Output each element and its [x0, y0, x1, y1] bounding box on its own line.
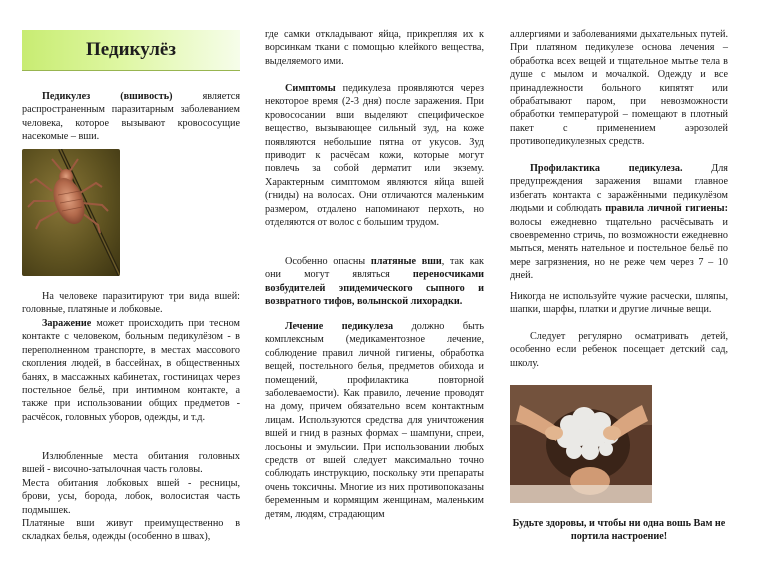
- column-1: [22, 0, 240, 570]
- term-treatment: Лечение педикулеза: [285, 321, 394, 332]
- term-prevention: Профилактика педикулеза.: [530, 163, 683, 174]
- term-pediculosis: Педикулез (вшивость): [42, 91, 173, 102]
- symptoms-text: педикулеза проявляются через некоторое время (2-3 дня) после заражения. При кровососании вши выделяют специфическое вещество, вызывающее сильный зуд, на коже появляются небольшие пятна от укусов. Зуд приводит к расчёсам кожи, которые могут повлечь за собой дерматит или экзему. Характерным симптомом являются яйца вшей (гниды) на волосах. Они отличаются маленьким размером, отдалено напоминают перхоть, но отделяются от волос с большим трудом.: [265, 83, 484, 229]
- term-hygiene: правила личной гигиены:: [605, 203, 728, 215]
- intro-text: является распространенным паразитарным заболеванием человека, которое вызывают кровососущие насекомые – вши.: [22, 91, 240, 143]
- symptoms-paragraph: [265, 82, 484, 229]
- closing-wish: Будьте здоровы, и чтобы ни одна вошь Вам не портила настроение!: [512, 518, 726, 543]
- title-divider: [22, 70, 240, 71]
- page-title: Педикулёз: [86, 39, 176, 60]
- body-lice-eggs-text: где самки откладывают яйца, прикрепляя их к ворсинкам ткани с помощью клейкого вещества, выделяемого ими.: [265, 29, 484, 67]
- term-infection: Заражение: [42, 318, 92, 329]
- personal-items-warning: Никогда не используйте чужие расчески, шляпы, шапки, шарфы, платки и другие личные вещи.: [510, 291, 728, 316]
- head-lice-habitat: Излюбленные места обитания головных вшей - височно-затылочная часть головы.: [22, 451, 240, 476]
- column-2: [265, 0, 484, 570]
- hair-washing-photo: [510, 385, 652, 503]
- three-types-paragraph: На человеке паразитируют три вида вшей: головные, платяные и лобковые.: [22, 291, 240, 316]
- column-3: [510, 0, 728, 570]
- louse-illustration: [22, 149, 120, 276]
- term-symptoms: Симптомы: [285, 83, 336, 94]
- treatment-paragraph: [265, 320, 484, 521]
- infection-paragraph: [22, 317, 240, 424]
- louse-photo: [22, 149, 120, 276]
- body-lice-habitat: Платяные вши живут преимущественно в складках белья, одежды (особенно в швах),: [22, 518, 240, 543]
- treatment-text: должно быть комплексным (медикаментозное лечение, соблюдение правил личной гигиены, обработка вещей, постельного белья, предметов обихода и помещений, профилактика повторной заболеваемости). Как правило, лечение проводят на дому, причем обязательно всем контактным лицам. Используются средства для уничтожения вшей и гнид в разных формах – шампуни, спреи, лосьоны и эмульсии. При использовании любых средств от вшей следует максимально точно соблюдать инструкцию, поскольку эти препараты очень токсичны. Многие из них противопоказаны беременным и кормящим женщинам, маленьким детям, людям, страдающим: [265, 321, 484, 520]
- title-banner: [22, 30, 240, 70]
- infection-text: может происходить при тесном контакте с человеком, больным педикулёзом - в переполненном транспорте, в местах массового скопления людей, в бассейнах, в общественных банях, в массажных кабинетах, гостиницах через постельное бельё, при интимном контакте, а также при использовании общих предметов - расчёсок, головных уборов, одежды, и т.д.: [22, 318, 240, 423]
- prevention-paragraph: Профилактика педикулеза. Для предупреждения заражения вшами главное избегать контакта с заражёнными педикулёзом людьми и соблюдать правила личной гигиены: волосы ежедневно тщательно расчёсывать и своевременно стричь, по возможности ежедневно мыться, менять нательное и постельное бельё по мере загрязнения, но не реже чем через 7 – 10 дней.: [510, 163, 728, 282]
- term-body-lice: платяные вши: [370, 256, 442, 267]
- treatment-continued-paragraph: аллергиями и заболеваниями дыхательных путей. При платяном педикулезе основа лечения – обработка всех вещей и тщательное мытье тела в душе с мылом и мочалкой. Одежду и все принадлежности больного кипятят или обрабатывают паром, при невозможности обработки температурой – помещают в плотный пакет с применением аэрозолей противопедикулезных средств.: [510, 29, 728, 148]
- check-children-paragraph: Следует регулярно осматривать детей, особенно если ребенок посещает детский сад, школу.: [510, 331, 728, 369]
- dangerous-lice-paragraph: Особенно опасны платяные вши, так как они могут являться переносчиками возбудителей эпидемического сыпного и возвратного тифов, волынской лихорадки.: [265, 256, 484, 308]
- pubic-lice-habitat: Места обитания лобковых вшей - ресницы, брови, усы, борода, лобок, волосистая часть подмышек.: [22, 478, 240, 516]
- term-carriers: переносчиками возбудителей эпидемического сыпного и возвратного тифов, волынской лихорадки.: [265, 269, 484, 308]
- intro-paragraph: [22, 90, 240, 144]
- hair-washing-illustration: [510, 385, 652, 503]
